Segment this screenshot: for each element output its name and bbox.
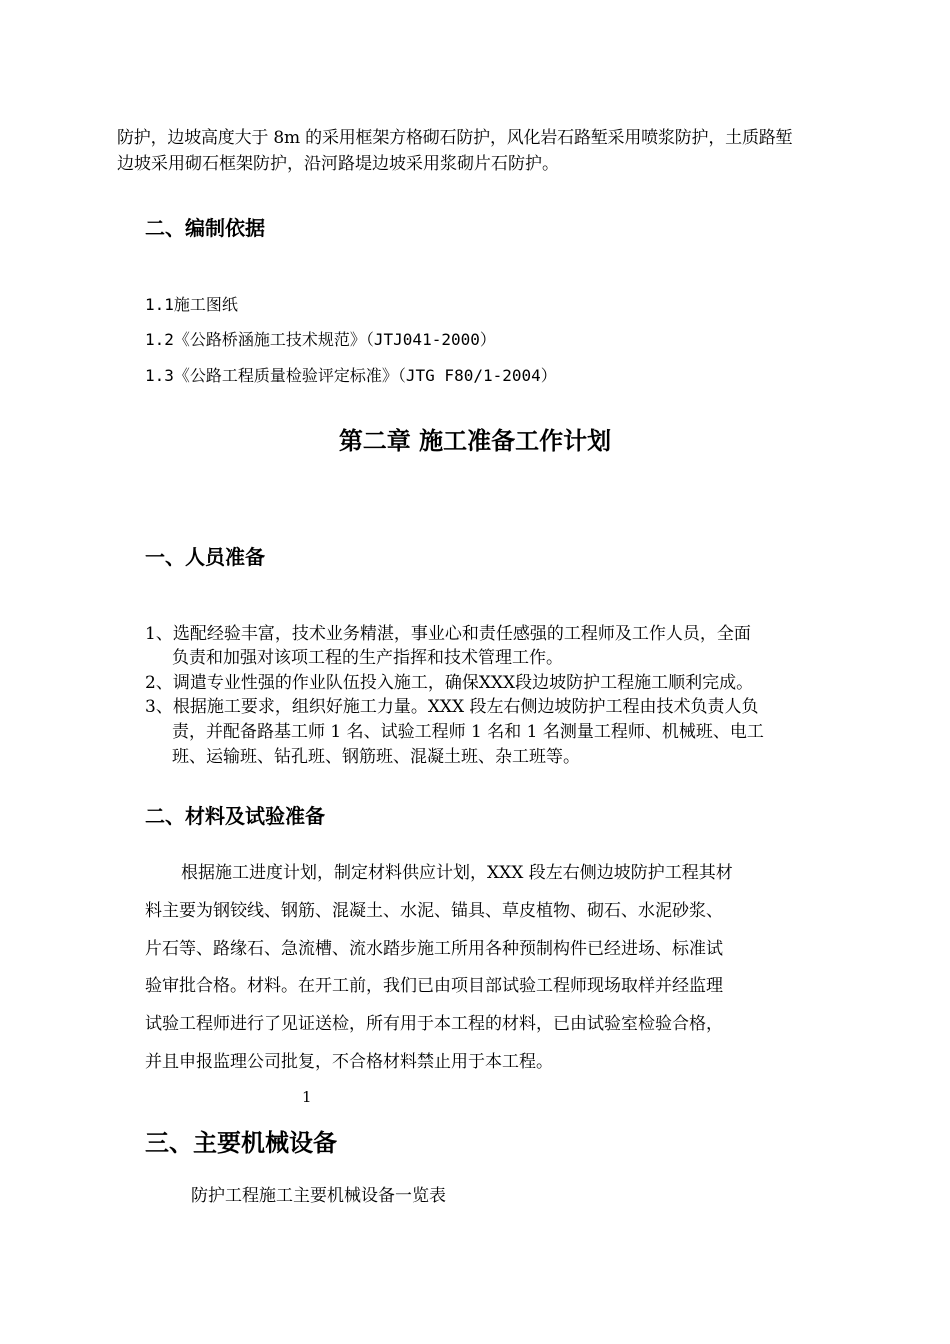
reference-item-1: 1.1施工图纸 [145, 295, 238, 314]
chapter-title: 第二章 施工准备工作计划 [338, 427, 612, 455]
personnel-line-1: 1、选配经验丰富，技术业务精湛，事业心和责任感强的工程师及工作人员，全面 [145, 624, 751, 644]
materials-line-2: 料主要为钢铰线、钢筋、混凝土、水泥、锚具、草皮植物、砌石、水泥砂浆、 [145, 901, 723, 921]
materials-line-6: 并且申报监理公司批复，不合格材料禁止用于本工程。 [145, 1052, 553, 1072]
section-heading-personnel: 一、人员准备 [145, 545, 265, 569]
section-heading-materials: 二、材料及试验准备 [145, 804, 325, 828]
intro-line-2: 边坡采用砌石框架防护，沿河路堤边坡采用浆砌片石防护。 [117, 154, 559, 174]
materials-line-5: 试验工程师进行了见证送检，所有用于本工程的材料，已由试验室检验合格， [145, 1014, 723, 1034]
section-heading-basis: 二、编制依据 [145, 216, 265, 240]
page-number: 1 [302, 1088, 312, 1106]
section-heading-equipment: 三、主要机械设备 [145, 1129, 337, 1157]
equipment-table-caption: 防护工程施工主要机械设备一览表 [191, 1186, 446, 1206]
personnel-line-2: 负责和加强对该项工程的生产指挥和技术管理工作。 [172, 648, 563, 668]
personnel-line-3: 2、调遣专业性强的作业队伍投入施工，确保XXX段边坡防护工程施工顺利完成。 [145, 673, 754, 693]
personnel-line-6: 班、运输班、钻孔班、钢筋班、混凝土班、杂工班等。 [172, 747, 580, 767]
reference-item-3: 1.3《公路工程质量检验评定标准》（JTG F80/1-2004） [145, 366, 557, 385]
reference-item-2: 1.2《公路桥涵施工技术规范》（JTJ041-2000） [145, 330, 496, 349]
materials-line-3: 片石等、路缘石、急流槽、流水踏步施工所用各种预制构件已经进场、标准试 [145, 939, 723, 959]
materials-line-1: 根据施工进度计划，制定材料供应计划，XXX 段左右侧边坡防护工程其材 [181, 863, 733, 883]
personnel-line-5: 责，并配备路基工师 1 名、试验工程师 1 名和 1 名测量工程师、机械班、电工 [172, 722, 764, 742]
personnel-line-4: 3、根据施工要求，组织好施工力量。XXX 段左右侧边坡防护工程由技术负责人负 [145, 697, 759, 717]
materials-line-4: 验审批合格。材料。在开工前，我们已由项目部试验工程师现场取样并经监理 [145, 976, 723, 996]
intro-line-1: 防护，边坡高度大于 8m 的采用框架方格砌石防护，风化岩石路堑采用喷浆防护，土质路堑 [117, 128, 793, 148]
